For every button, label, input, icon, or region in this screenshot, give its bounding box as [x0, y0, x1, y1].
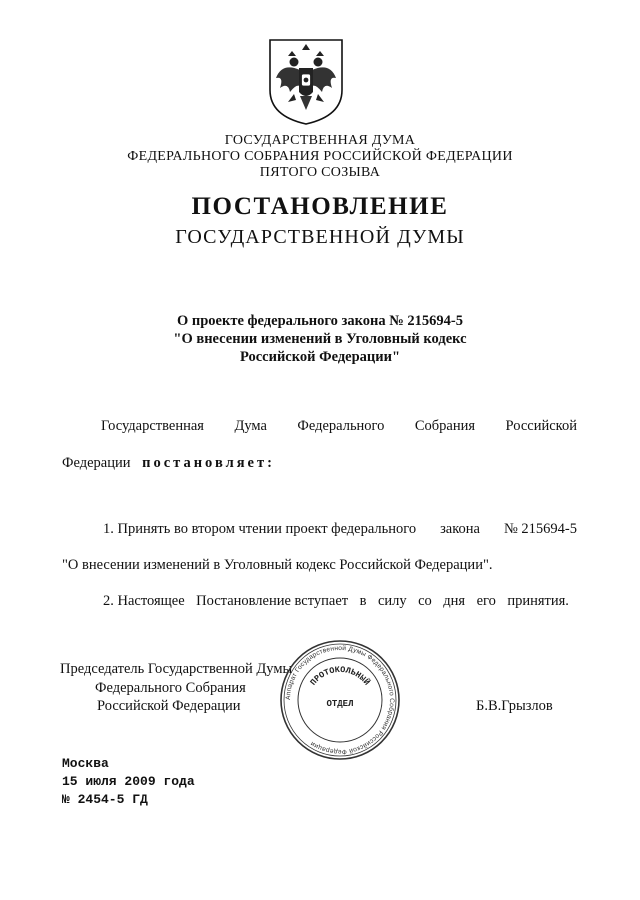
preamble-word: Российской	[505, 418, 577, 434]
point-2-fragment: его	[476, 593, 496, 609]
point-2-fragment: со	[418, 593, 432, 609]
point-2	[103, 593, 569, 610]
point-2-fragment: силу	[377, 593, 407, 609]
preamble-word: Государственная	[101, 418, 204, 434]
date: 15 июля 2009 года	[62, 774, 195, 789]
preamble-line-2	[62, 455, 275, 472]
signatory-title-line-1: Председатель Государственной Думы	[60, 661, 293, 677]
city: Москва	[62, 756, 109, 771]
stamp-top-text: ПРОТОКОЛЬНЫЙ	[308, 664, 372, 688]
header-convocation: ПЯТОГО СОЗЫВА	[259, 165, 381, 180]
point-1-fragment: закона	[440, 521, 480, 537]
point-2-fragment: дня	[443, 593, 466, 609]
coat-of-arms-emblem	[266, 36, 346, 126]
subject-line-3: Российской Федерации"	[239, 349, 401, 365]
preamble-word: Федерации	[62, 455, 131, 471]
stamp-center-text: ОТДЕЛ	[326, 699, 354, 709]
point-1-fragment: № 215694-5	[503, 521, 577, 537]
point-2-fragment: принятия.	[507, 593, 569, 609]
subject-line-2: "О внесении изменений в Уголовный кодекс	[173, 331, 467, 347]
point-2-fragment: Постановление вступает	[196, 593, 349, 609]
point-2-fragment: в	[359, 593, 367, 609]
document-number: № 2454-5 ГД	[62, 792, 148, 807]
signatory-name: Б.В.Грызлов	[476, 698, 553, 714]
point-1-line-2: "О внесении изменений в Уголовный кодекс Российской Федерации".	[62, 557, 493, 573]
signatory-title-line-3: Российской Федерации	[97, 698, 241, 714]
point-1-fragment: 1. Принять во втором чтении проект федерального	[103, 521, 417, 537]
point-2-fragment: 2. Настоящее	[103, 593, 185, 609]
document-subtitle: ГОСУДАРСТВЕННОЙ ДУМЫ	[175, 226, 465, 248]
header-federal-assembly: ФЕДЕРАЛЬНОГО СОБРАНИЯ РОССИЙСКОЙ ФЕДЕРАЦИИ	[127, 149, 513, 164]
point-1-line-1	[103, 521, 577, 538]
preamble-word: Дума	[234, 418, 267, 434]
svg-text:ПРОТОКОЛЬНЫЙ	[308, 665, 372, 688]
stamp-outer-text: Аппарат Государственной Думы Федерального Собрания Российской Федерации	[284, 644, 396, 756]
header-duma: ГОСУДАРСТВЕННАЯ ДУМА	[224, 133, 416, 148]
document-title: ПОСТАНОВЛЕНИЕ	[191, 193, 449, 220]
signatory-title-line-2: Федерального Собрания	[95, 680, 246, 696]
preamble-word: Собрания	[414, 418, 476, 434]
preamble-line-1	[101, 418, 577, 435]
resolves-keyword: постановляет:	[142, 455, 275, 471]
subject-line-1: О проекте федерального закона № 215694-5	[176, 313, 464, 329]
preamble-word: Федерального	[297, 418, 385, 434]
official-stamp	[278, 638, 402, 762]
